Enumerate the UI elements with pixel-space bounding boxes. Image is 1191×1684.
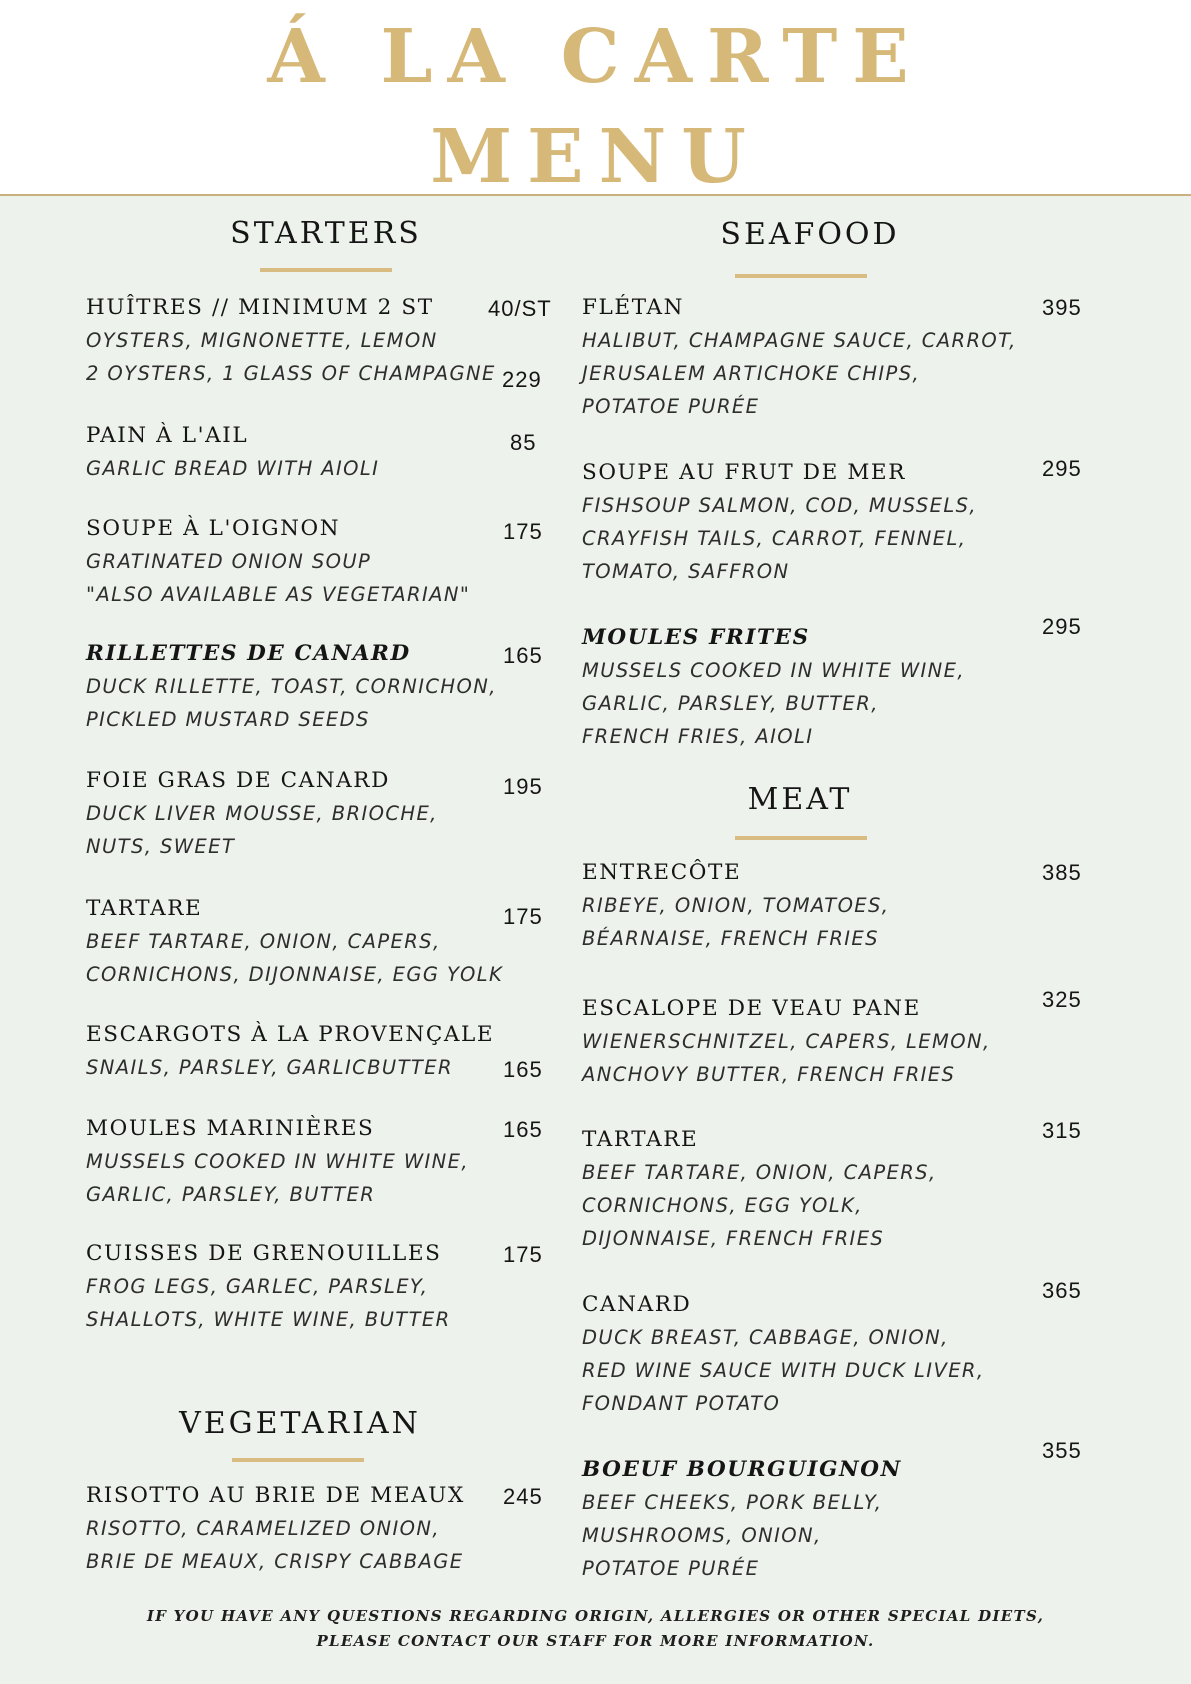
- item-description: BEEF CHEEKS, PORK BELLY,: [582, 1491, 883, 1514]
- menu-title-line1: Á LA CARTE: [267, 14, 924, 100]
- menu-item-moules-frites: [582, 624, 965, 753]
- item-description: OYSTERS, MIGNONETTE, LEMON: [86, 329, 438, 352]
- item-description: "ALSO AVAILABLE AS VEGETARIAN": [86, 583, 471, 606]
- item-name: FOIE GRAS DE CANARD: [86, 768, 390, 793]
- menu-item-pain-a-lail: [86, 422, 379, 485]
- footer-note-line1: IF YOU HAVE ANY QUESTIONS REGARDING ORIGIN, ALLERGIES OR OTHER SPECIAL DIETS,: [146, 1607, 1045, 1625]
- item-description: BEEF TARTARE, ONION, CAPERS,: [582, 1161, 937, 1184]
- item-description: DUCK RILLETTE, TOAST, CORNICHON,: [86, 675, 497, 698]
- item-description: FONDANT POTATO: [582, 1392, 781, 1415]
- item-description: CORNICHONS, DIJONNAISE, EGG YOLK: [86, 963, 504, 986]
- item-price: 175: [503, 1242, 543, 1267]
- item-price: 245: [503, 1484, 543, 1509]
- menu-item-cuisses-grenouilles: [86, 1240, 451, 1336]
- item-description: DUCK BREAST, CABBAGE, ONION,: [582, 1326, 949, 1349]
- item-name: BOEUF BOURGUIGNON: [582, 1457, 902, 1482]
- item-description: ANCHOVY BUTTER, FRENCH FRIES: [582, 1063, 956, 1086]
- section-title-vegetarian: VEGETARIAN: [179, 1406, 421, 1441]
- item-description: MUSSELS COOKED IN WHITE WINE,: [582, 659, 965, 682]
- item-price: 165: [503, 1117, 543, 1142]
- menu-item-tartare-starter: [86, 895, 503, 991]
- item-price: 365: [1042, 1278, 1082, 1303]
- item-description: DIJONNAISE, FRENCH FRIES: [582, 1227, 885, 1250]
- item-description: BEEF TARTARE, ONION, CAPERS,: [86, 930, 441, 953]
- item-description: PICKLED MUSTARD SEEDS: [86, 708, 370, 731]
- item-description: CRAYFISH TAILS, CARROT, FENNEL,: [582, 527, 967, 550]
- menu-item-tartare-meat: [582, 1126, 937, 1255]
- item-description: RISOTTO, CARAMELIZED ONION,: [86, 1517, 440, 1540]
- menu-item-rillettes: [86, 640, 497, 736]
- item-description: FISHSOUP SALMON, COD, MUSSELS,: [582, 494, 977, 517]
- section-rule-vegetarian: [232, 1458, 364, 1462]
- menu-item-soupe-oignon: [86, 515, 470, 611]
- menu-item-escargots: [86, 1021, 494, 1084]
- section-title-seafood: SEAFOOD: [720, 217, 900, 252]
- item-description: TOMATO, SAFFRON: [582, 560, 790, 583]
- item-description: POTATOE PURÉE: [582, 1557, 760, 1580]
- menu-header: [0, 0, 1191, 200]
- item-description: DUCK LIVER MOUSSE, BRIOCHE,: [86, 802, 438, 825]
- item-name: PAIN À L'AIL: [86, 423, 249, 448]
- item-price: 175: [503, 904, 543, 929]
- item-price: 165: [503, 643, 543, 668]
- section-title-meat: MEAT: [747, 782, 853, 817]
- section-title-starters: STARTERS: [230, 216, 422, 251]
- item-price: 395: [1042, 295, 1082, 320]
- menu-item-entrecote: [582, 859, 889, 955]
- footer-note-line2: PLEASE CONTACT OUR STAFF FOR MORE INFORMATION.: [316, 1632, 875, 1650]
- section-rule-meat: [735, 836, 867, 840]
- item-description: NUTS, SWEET: [86, 835, 236, 858]
- item-price: 165: [503, 1057, 543, 1082]
- item-description: BÉARNAISE, FRENCH FRIES: [582, 927, 879, 950]
- item-price: 85: [510, 430, 537, 455]
- item-name: ESCALOPE DE VEAU PANE: [582, 996, 921, 1021]
- item-name: RISOTTO AU BRIE DE MEAUX: [86, 1483, 465, 1508]
- item-description: GRATINATED ONION SOUP: [86, 550, 372, 573]
- item-description: RED WINE SAUCE WITH DUCK LIVER,: [582, 1359, 985, 1382]
- item-price: 325: [1042, 987, 1082, 1012]
- menu-item-foie-gras: [86, 767, 438, 863]
- item-name: TARTARE: [582, 1127, 699, 1152]
- item-description: BRIE DE MEAUX, CRISPY CABBAGE: [86, 1550, 464, 1573]
- item-description: CORNICHONS, EGG YOLK,: [582, 1194, 863, 1217]
- item-price: 229: [502, 367, 542, 392]
- menu-item-canard: [582, 1291, 984, 1420]
- item-description: POTATOE PURÉE: [582, 395, 760, 418]
- item-description: 2 OYSTERS, 1 GLASS OF CHAMPAGNE: [86, 362, 496, 385]
- item-name: SOUPE À L'OIGNON: [86, 516, 341, 541]
- item-name: CANARD: [582, 1292, 692, 1317]
- item-description: FROG LEGS, GARLEC, PARSLEY,: [86, 1275, 429, 1298]
- item-price: 195: [503, 774, 543, 799]
- item-price: 355: [1042, 1438, 1082, 1463]
- item-description: SHALLOTS, WHITE WINE, BUTTER: [86, 1308, 451, 1331]
- item-name: FLÉTAN: [582, 295, 684, 320]
- menu-item-moules-marinieres: [86, 1115, 469, 1211]
- item-price: 40/ST: [488, 296, 552, 321]
- menu-item-soupe-fruit-de-mer: [582, 459, 977, 588]
- item-description: SNAILS, PARSLEY, GARLICBUTTER: [86, 1056, 453, 1079]
- item-description: MUSSELS COOKED IN WHITE WINE,: [86, 1150, 469, 1173]
- item-price: 175: [503, 519, 543, 544]
- item-name: ENTRECÔTE: [582, 860, 742, 885]
- item-name: HUÎTRES // MINIMUM 2 ST: [86, 295, 434, 320]
- item-description: MUSHROOMS, ONION,: [582, 1524, 822, 1547]
- item-price: 295: [1042, 614, 1082, 639]
- item-description: GARLIC, PARSLEY, BUTTER: [86, 1183, 376, 1206]
- item-description: FRENCH FRIES, AIOLI: [582, 725, 814, 748]
- item-name: SOUPE AU FRUT DE MER: [582, 460, 907, 485]
- item-description: HALIBUT, CHAMPAGNE SAUCE, CARROT,: [582, 329, 1017, 352]
- item-name: RILLETTES DE CANARD: [86, 641, 411, 666]
- item-price: 315: [1042, 1118, 1082, 1143]
- item-description: RIBEYE, ONION, TOMATOES,: [582, 894, 890, 917]
- item-description: JERUSALEM ARTICHOKE CHIPS,: [582, 362, 921, 385]
- item-description: WIENERSCHNITZEL, CAPERS, LEMON,: [582, 1030, 991, 1053]
- item-description: GARLIC, PARSLEY, BUTTER,: [582, 692, 879, 715]
- item-name: MOULES FRITES: [582, 625, 810, 650]
- menu-item-huitres: [86, 294, 496, 390]
- menu-item-risotto: [86, 1482, 465, 1578]
- section-rule-starters: [260, 268, 392, 272]
- menu-item-boeuf-bourguignon: [582, 1456, 902, 1585]
- item-name: TARTARE: [86, 896, 203, 921]
- item-price: 295: [1042, 456, 1082, 481]
- item-name: CUISSES DE GRENOUILLES: [86, 1241, 442, 1266]
- item-name: MOULES MARINIÈRES: [86, 1116, 375, 1141]
- menu-item-escalope: [582, 995, 991, 1091]
- item-name: ESCARGOTS À LA PROVENÇALE: [86, 1022, 495, 1047]
- menu-item-fletan: [582, 294, 1017, 423]
- item-price: 385: [1042, 860, 1082, 885]
- item-description: GARLIC BREAD WITH AIOLI: [86, 457, 380, 480]
- menu-title-line2: MENU: [430, 114, 761, 200]
- section-rule-seafood: [735, 274, 867, 278]
